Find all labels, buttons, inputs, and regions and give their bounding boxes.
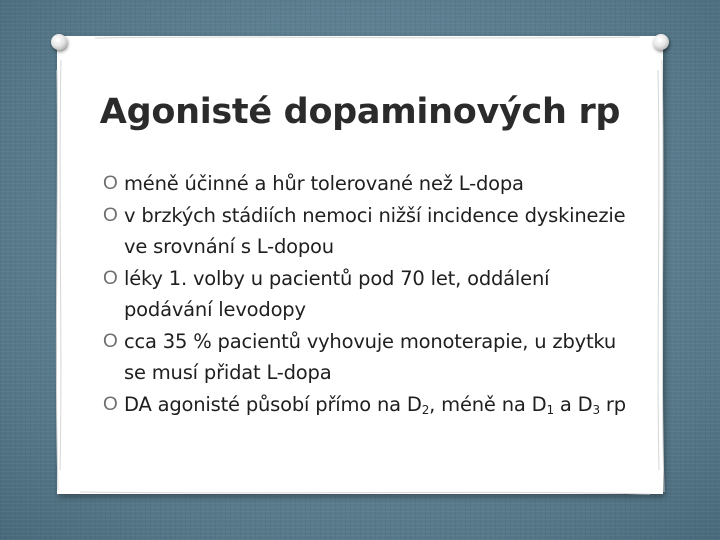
- bullet-text-continued: se musí přidat L-dopa: [124, 361, 332, 384]
- bullet-text: v brzkých stádiích nemoci nižší incidence dyskinezie: [124, 203, 626, 227]
- subscript: 3: [592, 402, 600, 417]
- bullet-marker-icon: O: [103, 330, 118, 352]
- bullet-item: [103, 200, 643, 263]
- bullet-text-part: rp: [599, 392, 626, 416]
- bullet-text: léky 1. volby u pacientů pod 70 let, oddálení: [124, 266, 550, 290]
- subscript: 2: [421, 402, 430, 417]
- bullet-marker-icon: O: [103, 393, 118, 415]
- bullet-text-part: a D: [553, 392, 593, 416]
- bullet-marker-icon: O: [103, 173, 118, 194]
- slide-title: Agonisté dopaminových rp: [99, 92, 621, 132]
- bullet-marker-icon: O: [103, 204, 118, 226]
- bullet-text-continued: podávání levodopy: [124, 298, 306, 321]
- pushpin-left-icon: [51, 34, 67, 50]
- bullet-text: méně účinné a hůr tolerované než L-dopa: [124, 172, 524, 195]
- bullet-item: [103, 168, 643, 200]
- bullet-text-continued: ve srovnání s L-dopou: [124, 235, 334, 258]
- bullet-text-part: DA agonisté působí přímo na D: [124, 392, 422, 416]
- subscript: 1: [546, 402, 554, 417]
- bullet-item: [103, 263, 643, 326]
- bullet-list: [103, 168, 643, 420]
- bullet-text-part: , méně na D: [429, 392, 547, 416]
- bullet-text: cca 35 % pacientů vyhovuje monoterapie, u zbytku: [124, 329, 617, 353]
- pushpin-right-icon: [653, 34, 669, 50]
- bullet-marker-icon: O: [103, 267, 118, 289]
- bullet-item: [103, 326, 643, 389]
- bullet-item: [103, 389, 643, 421]
